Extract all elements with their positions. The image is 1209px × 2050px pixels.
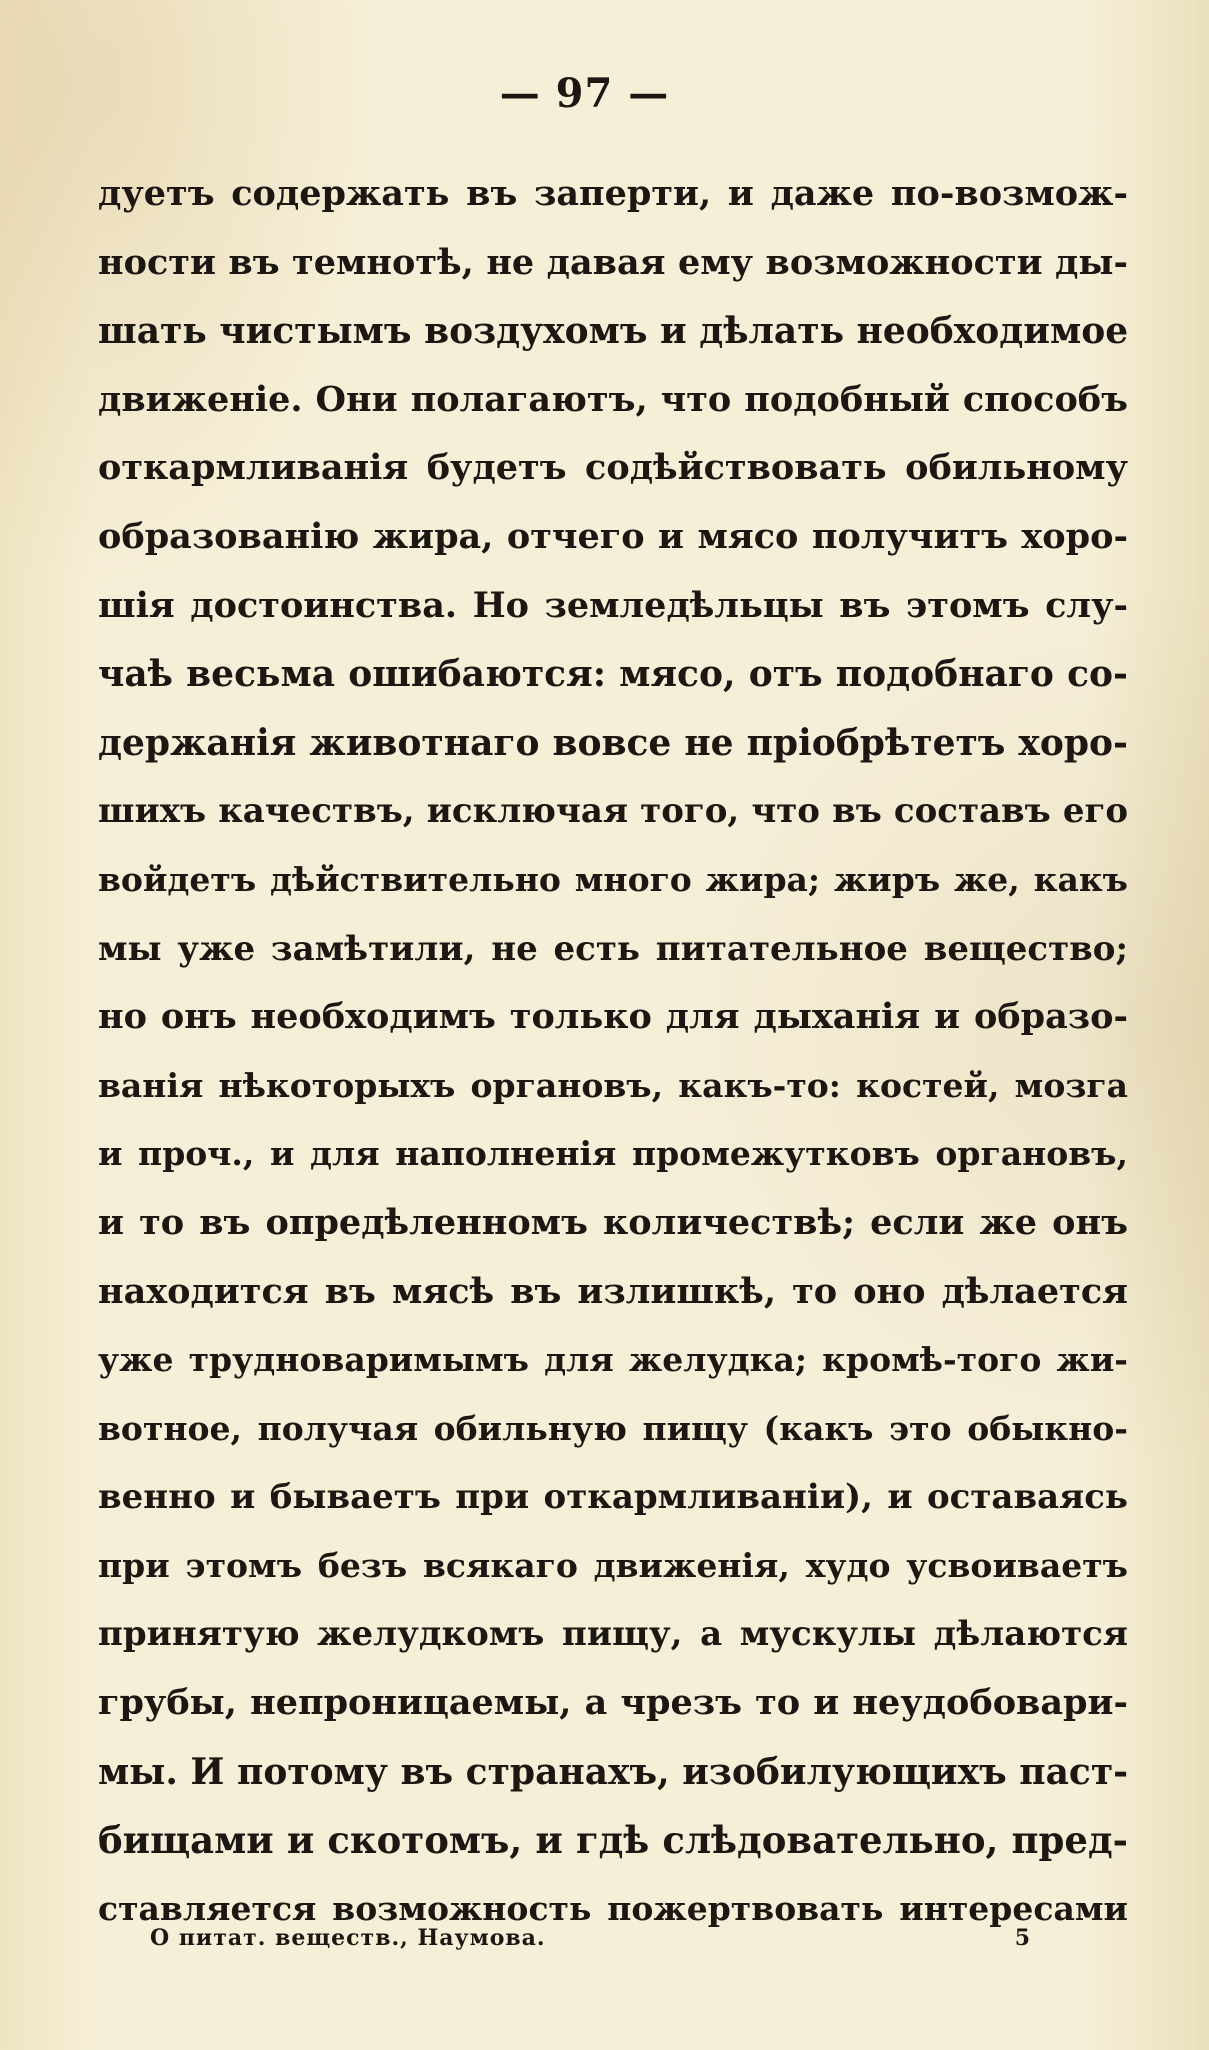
text-line: находится въ мясѣ въ излишкѣ, то оно дѣлается [98,1270,1128,1312]
text-line: откармливанія будетъ содѣйствовать обильному [98,447,1128,489]
text-line: венно и бываетъ при откармливаніи), и оставаясь [98,1477,1128,1518]
text-line: ности въ темнотѣ, не давая ему возможности ды- [98,241,1128,283]
text-line: мы уже замѣтили, не есть питательное вещество; [98,928,1128,969]
body-text [98,160,1128,1943]
text-line: но онъ необходимъ только для дыханія и образо- [98,996,1128,1038]
page-number: — 97 — [499,70,670,117]
text-line: при этомъ безъ всякаго движенія, худо усвоиваетъ [98,1545,1128,1585]
text-line: образованію жира, отчего и мясо получитъ хоро- [98,515,1128,557]
text-line: и проч., и для наполненія промежутковъ органовъ, [98,1134,1128,1174]
text-line: движеніе. Они полагаютъ, что подобный способъ [98,378,1128,420]
text-line: шать чистымъ воздухомъ и дѣлать необходимое [98,310,1128,353]
text-line: уже трудноваримымъ для желудка; кромѣ-того жи- [98,1340,1128,1380]
text-line: и то въ опредѣленномъ количествѣ; если же онъ [98,1201,1128,1243]
text-line: держанія животнаго вовсе не пріобрѣтетъ хоро- [98,721,1128,764]
text-line: ванія нѣкоторыхъ органовъ, какъ-то: костей, мозга [98,1065,1128,1105]
text-line: ставляется возможность пожертвовать интересами [98,1888,1128,1928]
text-line: чаѣ весьма ошибаются: мясо, отъ подобнаго со- [98,653,1128,696]
text-line: мы. И потому въ странахъ, изобилующихъ паст- [98,1750,1128,1793]
text-line: дуетъ содержать въ заперти, и даже по-возмож- [98,173,1128,214]
text-line: принятую желудкомъ пищу, а мускулы дѣлаются [98,1614,1128,1655]
text-line: вотное, получая обильную пищу (какъ это обыкно- [98,1408,1128,1448]
sheet-number: 5 [1014,1925,1030,1951]
footer-signature: О питат. веществ., Наумова. [150,1925,546,1951]
text-line: бищами и скотомъ, и гдѣ слѣдовательно, пред- [98,1818,1128,1863]
text-line: шія достоинства. Но земледѣльцы въ этомъ слу- [98,584,1128,626]
text-line: войдетъ дѣйствительно много жира; жиръ же, какъ [98,859,1128,899]
text-line: грубы, непроницаемы, а чрезъ то и неудобовари- [98,1682,1128,1724]
text-line: шихъ качествъ, исключая того, что въ составъ его [98,791,1128,832]
